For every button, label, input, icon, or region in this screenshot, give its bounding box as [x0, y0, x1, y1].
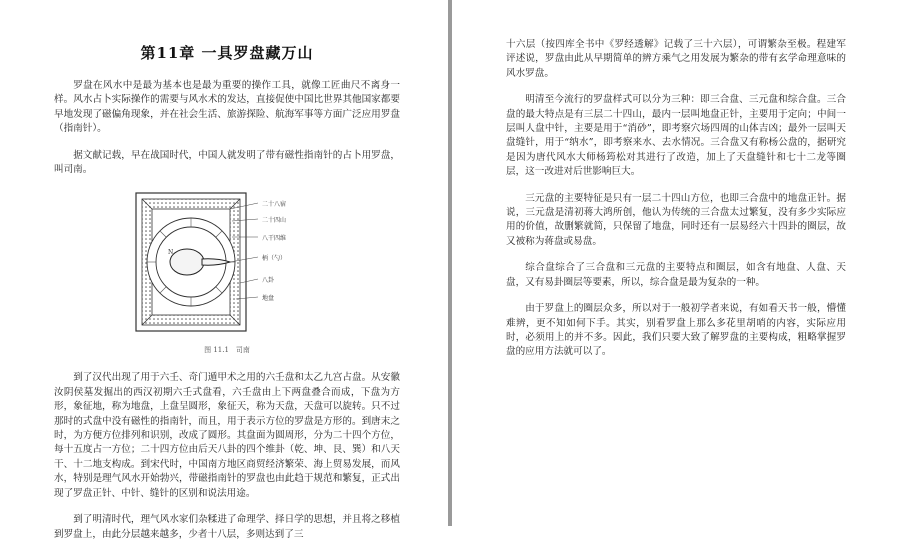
- figure-label-handle: 柄（勺）: [262, 255, 287, 263]
- left-page: [0, 0, 448, 540]
- figure-label-28-mansions: 二十八宿: [262, 201, 287, 209]
- sinan-diagram: [132, 189, 322, 339]
- figure-label-bagua: 八卦: [262, 277, 275, 285]
- left-paragraph-1: 罗盘在风水中是最为基本也是最为重要的操作工具，就像工匠曲尺不离身一样。风水占卜实际操作的需要与风水术的发达，直接促使中国比世界其他国家都要早地发现了磁偏角现象，并在社会生活、旅游探险、航海军事等方面广泛应用罗盘（指南针）。: [54, 80, 400, 135]
- right-paragraph-5: 由于罗盘上的圈层众多，所以对于一般初学者来说，有如看天书一般，懵懂难辨，更不知如何下手。其实，别看罗盘上那么多花里胡哨的内容，实际应用时，必须用上的并不多。因此，我们只要大致了解罗盘的主要构成，粗略掌握罗盘的应用方法就可以了。: [506, 303, 846, 358]
- chapter-title: 第11章 一具罗盘藏万山: [140, 44, 314, 62]
- figure-caption: 图 11.1 司南: [204, 346, 250, 355]
- figure-label-earth-plate: 地盘: [262, 295, 275, 303]
- spoon-bowl: [170, 249, 204, 275]
- sinan-figure: [132, 189, 322, 339]
- figure-north-label: N: [168, 249, 174, 257]
- left-paragraph-3: 到了汉代出现了用于六壬、奇门遁甲术之用的六壬盘和太乙九宫占盘。从安徽汝阴侯墓发掘出的西汉初期六壬式盘看，六壬盘由上下两盘叠合而成，下盘为方形，象征地，称为地盘，上盘呈圆形，象征天，称为天盘，天盘可以旋转。只不过那时的式盘中没有磁性的指南针，而且，用于表示方位的罗盘是方形的。到唐末之时，为方便方位排列和识别，改成了圆形。其盘面为圆周形，分为二十四个方位，每十五度占一方位；二十四方位由后天八卦的四个维卦（乾、坤、艮、巽）和八天干、十二地支构成。到宋代时，中国南方地区商贸经济繁荣、海上贸易发展，而风水，特别是理气风水开始勃兴，带磁指南针的罗盘也由此趋于规范和繁复，正式出现了罗盘正针、中针、缝针的区别和说法用途。: [54, 372, 400, 499]
- figure-label-8-stems: 八干四维: [262, 235, 287, 243]
- right-paragraph-1: 十六层（按四库全书中《罗经透解》记载了三十六层），可谓繁杂至极。程建军评述说，罗盘由此从早期简单的辨方乘气之用发展为繁杂的带有玄学命理意味的风水罗盘。: [506, 39, 846, 79]
- right-paragraph-2: 明清至今流行的罗盘样式可以分为三种：即三合盘、三元盘和综合盘。三合盘的最大特点是有三层二十四山，最内一层叫地盘正针，主要用于定向；中间一层叫人盘中针，主要是用于“消砂”，即考察穴场四周的山体吉凶；最外一层叫天盘缝针，用于“纳水”，即考察来水、去水情况。三合盘又有称杨公盘的，据研究是因为唐代风水大师杨筠松对其进行了改造，加上了天盘缝针和七十二龙等圈层，这一改进对后世影响巨大。: [506, 94, 846, 178]
- right-paragraph-3: 三元盘的主要特征是只有一层二十四山方位，也即三合盘中的地盘正针。据说，三元盘是清初蒋大鸿所创，他认为传统的三合盘太过繁复，没有多少实际应用的价值，故删繁就简，只保留了地盘，同时还有一层易经六十四卦的圈层，故又被称为蒋盘或易盘。: [506, 192, 846, 247]
- figure-label-24-mountains: 二十四山: [262, 217, 287, 225]
- left-paragraph-2: 据文献记载，早在战国时代，中国人就发明了带有磁性指南针的占卜用罗盘，叫司南。: [54, 149, 400, 176]
- right-paragraph-4: 综合盘综合了三合盘和三元盘的主要特点和圈层，如含有地盘、人盘、天盘，又有易卦圈层等要素，所以，综合盘是最为复杂的一种。: [506, 262, 846, 288]
- left-paragraph-4: 到了明清时代，理气风水家们杂糅进了命理学、择日学的思想，并且将之移植到罗盘上，由此分层越来越多，少者十八层，多则达到了三: [54, 514, 400, 540]
- right-page: [452, 0, 900, 526]
